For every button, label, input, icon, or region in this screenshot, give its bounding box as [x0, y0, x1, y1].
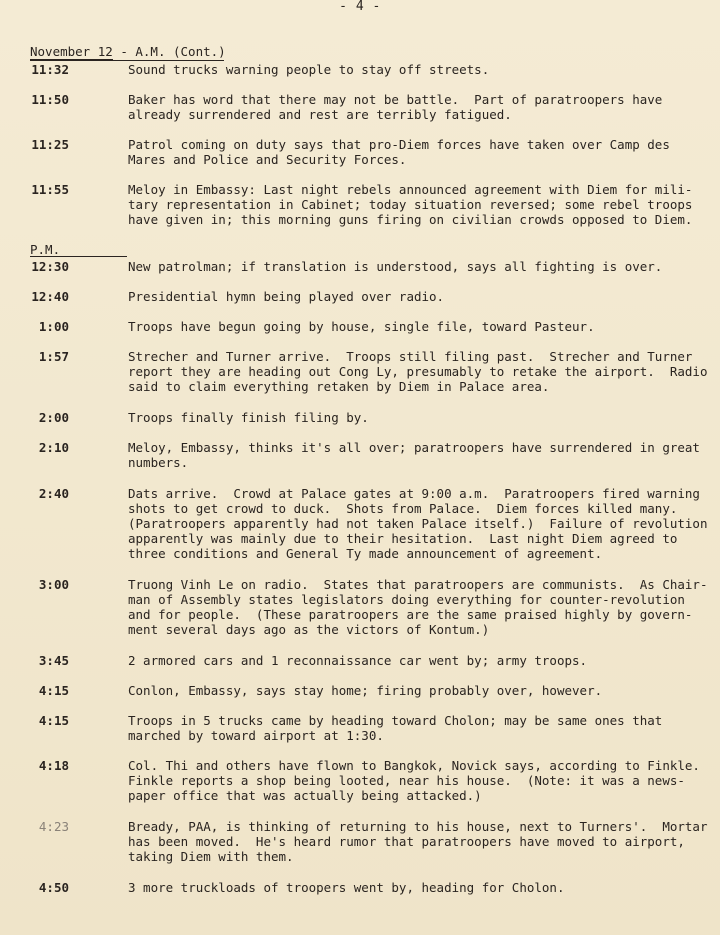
entry-time: 2:10 [38, 440, 69, 455]
entry-text: Truong Vinh Le on radio. States that paratroopers are communists. As Chair- man of Assembly states legislators doing everything for counter-revolution and for people. (These paratroopers are the same praised highly by govern- ment several days ago as the victors of Kontum.) [128, 577, 708, 637]
entry-text: Strecher and Turner arrive. Troops still filing past. Strecher and Turner report they are heading out Cong Ly, presumably to retake the airport. Radio said to claim everything retaken by Diem in Palace area. [128, 349, 708, 394]
entry-time: 2:00 [38, 410, 69, 425]
entry-text: Conlon, Embassy, says stay home; firing probably over, however. [128, 683, 603, 698]
entry-time: 12:40 [31, 289, 69, 304]
entry-text: Sound trucks warning people to stay off streets. [128, 62, 490, 77]
entry-time: 4:50 [38, 880, 69, 895]
entry-time: 4:15 [38, 713, 69, 728]
entry-text: 2 armored cars and 1 reconnaissance car went by; army troops. [128, 653, 588, 668]
entry-time: 11:50 [31, 92, 69, 107]
entry-time: 11:25 [31, 137, 69, 152]
entry-time: 1:57 [38, 349, 69, 364]
entry-text: 3 more truckloads of troopers went by, heading for Cholon. [128, 880, 565, 895]
entry-text: Bready, PAA, is thinking of returning to his house, next to Turners'. Mortar has been moved. He's heard rumor that paratroopers have moved to airport, taking Diem with them. [128, 819, 708, 864]
entry-time: 4:23 [38, 819, 69, 834]
entry-time: 4:18 [38, 758, 69, 773]
entry-text: Presidential hymn being played over radio. [128, 289, 445, 304]
pm-label: P.M. [30, 242, 61, 257]
entry-time: 2:40 [38, 486, 69, 501]
entry-time: 12:30 [31, 259, 69, 274]
section-heading-pm [30, 242, 60, 257]
entry-text: Meloy in Embassy: Last night rebels announced agreement with Diem for mili- tary representation in Cabinet; today situation reversed; some rebel troops have given in; this morning guns firing on civilian crowds opposed to Diem. [128, 182, 693, 227]
section-rule-pm [30, 256, 127, 257]
entry-text: Patrol coming on duty says that pro-Diem forces have taken over Camp des Mares and Police and Security Forces. [128, 137, 670, 167]
entry-text: Dats arrive. Crowd at Palace gates at 9:00 a.m. Paratroopers fired warning shots to get crowd to duck. Shots from Palace. Diem forces killed many. (Paratroopers apparently had not taken Palace itself.) Failure of revolution apparently was mainly due to their hesitation. Last night Diem agreed to three conditions and General Ty made announcement of agreement. [128, 486, 708, 561]
entry-text: Meloy, Embassy, thinks it's all over; paratroopers have surrendered in great numbers. [128, 440, 700, 470]
entry-text: Col. Thi and others have flown to Bangkok, Novick says, according to Finkle. Finkle reports a shop being looted, near his house. (Note: it was a news- paper office that was actually being attacked.) [128, 758, 700, 803]
entry-time: 4:15 [38, 683, 69, 698]
entry-time: 1:00 [38, 319, 69, 334]
entry-text: New patrolman; if translation is understood, says all fighting is over. [128, 259, 663, 274]
entry-time: 3:00 [38, 577, 69, 592]
page-number: - 4 - [339, 0, 381, 14]
section-rule-am [30, 60, 224, 61]
section-heading-am [30, 44, 226, 60]
entry-text: Baker has word that there may not be battle. Part of paratroopers have already surrendered and rest are terribly fatigued. [128, 92, 663, 122]
entry-time: 3:45 [38, 653, 69, 668]
date-label: November 12 [30, 44, 113, 59]
entry-text: Troops in 5 trucks came by heading toward Cholon; may be same ones that marched by toward airport at 1:30. [128, 713, 663, 743]
entry-time: 11:32 [31, 62, 69, 77]
entry-text: Troops finally finish filing by. [128, 410, 369, 425]
period-label: - A.M. (Cont.) [112, 44, 226, 59]
entry-text: Troops have begun going by house, single file, toward Pasteur. [128, 319, 595, 334]
entry-time: 11:55 [31, 182, 69, 197]
